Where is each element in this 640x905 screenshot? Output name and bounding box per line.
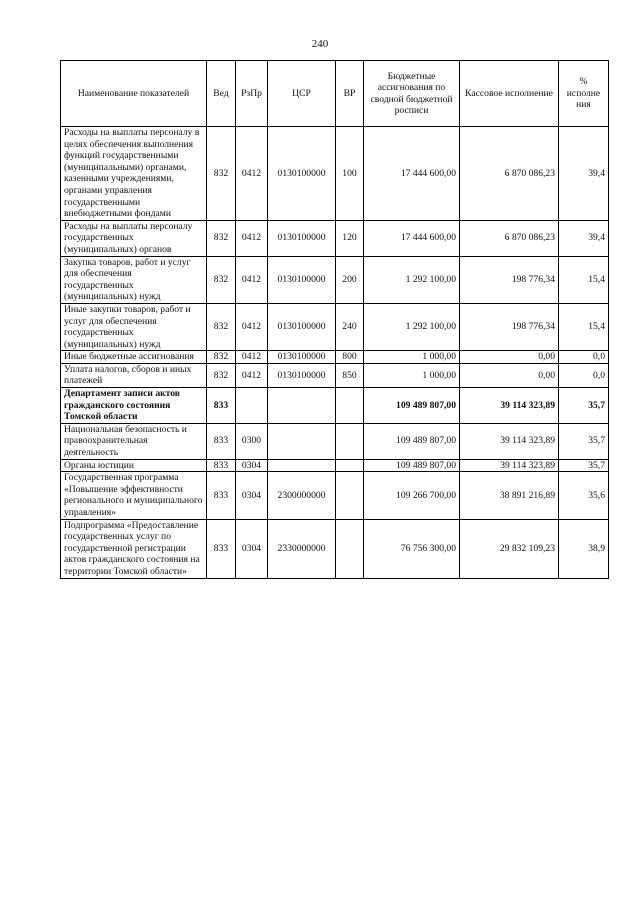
cell-assignments: 1 292 100,00	[364, 256, 460, 303]
cell-csr: 0130100000	[268, 303, 336, 350]
cell-name: Национальная безопасность и правоохранительная деятельность	[61, 423, 207, 459]
cell-ved: 833	[207, 519, 236, 578]
cell-cash: 198 776,34	[460, 303, 559, 350]
cell-rzpr: 0412	[236, 363, 268, 387]
cell-cash: 6 870 086,23	[460, 220, 559, 256]
header-vr: ВР	[336, 61, 364, 127]
budget-execution-table	[60, 60, 609, 579]
cell-vr	[336, 459, 364, 472]
cell-rzpr: 0412	[236, 351, 268, 364]
cell-assignments: 17 444 600,00	[364, 127, 460, 221]
header-name: Наименование показателей	[61, 61, 207, 127]
table-row	[61, 423, 609, 459]
cell-cash: 39 114 323,89	[460, 388, 559, 424]
cell-rzpr: 0412	[236, 220, 268, 256]
cell-rzpr: 0412	[236, 256, 268, 303]
cell-ved: 832	[207, 256, 236, 303]
cell-rzpr: 0412	[236, 127, 268, 221]
cell-ved: 833	[207, 388, 236, 424]
cell-name: Иные закупки товаров, работ и услуг для обеспечения государственных (муниципальных) нужд	[61, 303, 207, 350]
cell-rzpr: 0412	[236, 303, 268, 350]
cell-vr	[336, 423, 364, 459]
cell-name: Расходы на выплаты персоналу государственных (муниципальных) органов	[61, 220, 207, 256]
cell-assignments: 109 489 807,00	[364, 423, 460, 459]
cell-name: Государственная программа «Повышение эффективности регионального и муниципального управления»	[61, 472, 207, 519]
cell-vr: 800	[336, 351, 364, 364]
cell-csr	[268, 388, 336, 424]
cell-percent: 39,4	[559, 127, 609, 221]
cell-assignments: 109 489 807,00	[364, 388, 460, 424]
cell-cash: 6 870 086,23	[460, 127, 559, 221]
cell-vr	[336, 519, 364, 578]
cell-percent: 38,9	[559, 519, 609, 578]
cell-ved: 832	[207, 351, 236, 364]
cell-ved: 833	[207, 472, 236, 519]
cell-assignments: 1 000,00	[364, 351, 460, 364]
cell-name: Органы юстиции	[61, 459, 207, 472]
cell-cash: 29 832 109,23	[460, 519, 559, 578]
cell-cash: 0,00	[460, 351, 559, 364]
cell-csr: 2300000000	[268, 472, 336, 519]
cell-percent: 15,4	[559, 303, 609, 350]
cell-csr: 0130100000	[268, 363, 336, 387]
cell-percent: 35,7	[559, 459, 609, 472]
cell-cash: 38 891 216,89	[460, 472, 559, 519]
cell-csr	[268, 423, 336, 459]
cell-vr: 100	[336, 127, 364, 221]
table-row	[61, 363, 609, 387]
cell-csr: 0130100000	[268, 351, 336, 364]
table-row	[61, 256, 609, 303]
cell-vr: 120	[336, 220, 364, 256]
cell-ved: 832	[207, 220, 236, 256]
cell-name: Уплата налогов, сборов и иных платежей	[61, 363, 207, 387]
cell-vr: 240	[336, 303, 364, 350]
cell-assignments: 1 000,00	[364, 363, 460, 387]
header-ved: Вед	[207, 61, 236, 127]
cell-percent: 15,4	[559, 256, 609, 303]
header-percent: % исполне ния	[559, 61, 609, 127]
cell-ved: 832	[207, 363, 236, 387]
cell-cash: 39 114 323,89	[460, 459, 559, 472]
cell-cash: 198 776,34	[460, 256, 559, 303]
cell-rzpr: 0304	[236, 472, 268, 519]
page-number: 240	[311, 38, 329, 50]
table-row	[61, 303, 609, 350]
cell-csr: 0130100000	[268, 256, 336, 303]
cell-name: Закупка товаров, работ и услуг для обеспечения государственных (муниципальных) нужд	[61, 256, 207, 303]
cell-vr	[336, 388, 364, 424]
cell-cash: 39 114 323,89	[460, 423, 559, 459]
cell-percent: 35,6	[559, 472, 609, 519]
cell-assignments: 109 266 700,00	[364, 472, 460, 519]
cell-percent: 35,7	[559, 423, 609, 459]
header-rzpr: РзПр	[236, 61, 268, 127]
cell-assignments: 1 292 100,00	[364, 303, 460, 350]
cell-ved: 832	[207, 127, 236, 221]
cell-vr: 850	[336, 363, 364, 387]
table-row	[61, 220, 609, 256]
cell-name: Департамент записи актов гражданского состояния Томской области	[61, 388, 207, 424]
cell-rzpr: 0304	[236, 519, 268, 578]
table-row	[61, 351, 609, 364]
table-row	[61, 472, 609, 519]
cell-assignments: 17 444 600,00	[364, 220, 460, 256]
header-assignments: Бюджетные ассигнования по сводной бюджетной росписи	[364, 61, 460, 127]
cell-name: Иные бюджетные ассигнования	[61, 351, 207, 364]
cell-ved: 832	[207, 303, 236, 350]
table-row	[61, 388, 609, 424]
table-row	[61, 127, 609, 221]
cell-vr	[336, 472, 364, 519]
cell-assignments: 76 756 300,00	[364, 519, 460, 578]
cell-percent: 0,0	[559, 351, 609, 364]
cell-assignments: 109 489 807,00	[364, 459, 460, 472]
cell-rzpr: 0300	[236, 423, 268, 459]
cell-ved: 833	[207, 459, 236, 472]
header-row	[61, 61, 609, 127]
cell-rzpr	[236, 388, 268, 424]
header-cash: Кассовое исполнение	[460, 61, 559, 127]
header-csr: ЦСР	[268, 61, 336, 127]
cell-rzpr: 0304	[236, 459, 268, 472]
cell-percent: 39,4	[559, 220, 609, 256]
cell-csr: 0130100000	[268, 220, 336, 256]
cell-csr	[268, 459, 336, 472]
cell-percent: 35,7	[559, 388, 609, 424]
table-body	[61, 127, 609, 579]
table-row	[61, 519, 609, 578]
cell-vr: 200	[336, 256, 364, 303]
cell-cash: 0,00	[460, 363, 559, 387]
table-row	[61, 459, 609, 472]
cell-ved: 833	[207, 423, 236, 459]
cell-csr: 0130100000	[268, 127, 336, 221]
cell-csr: 2330000000	[268, 519, 336, 578]
cell-name: Расходы на выплаты персоналу в целях обеспечения выполнения функций государственными (муниципальными) органами, казенными учреждениями, органами управления государственными внебюджетными фондами	[61, 127, 207, 221]
cell-percent: 0,0	[559, 363, 609, 387]
cell-name: Подпрограмма «Предоставление государственных услуг по государственной регистрации актов гражданского состояния на территории Томской области»	[61, 519, 207, 578]
